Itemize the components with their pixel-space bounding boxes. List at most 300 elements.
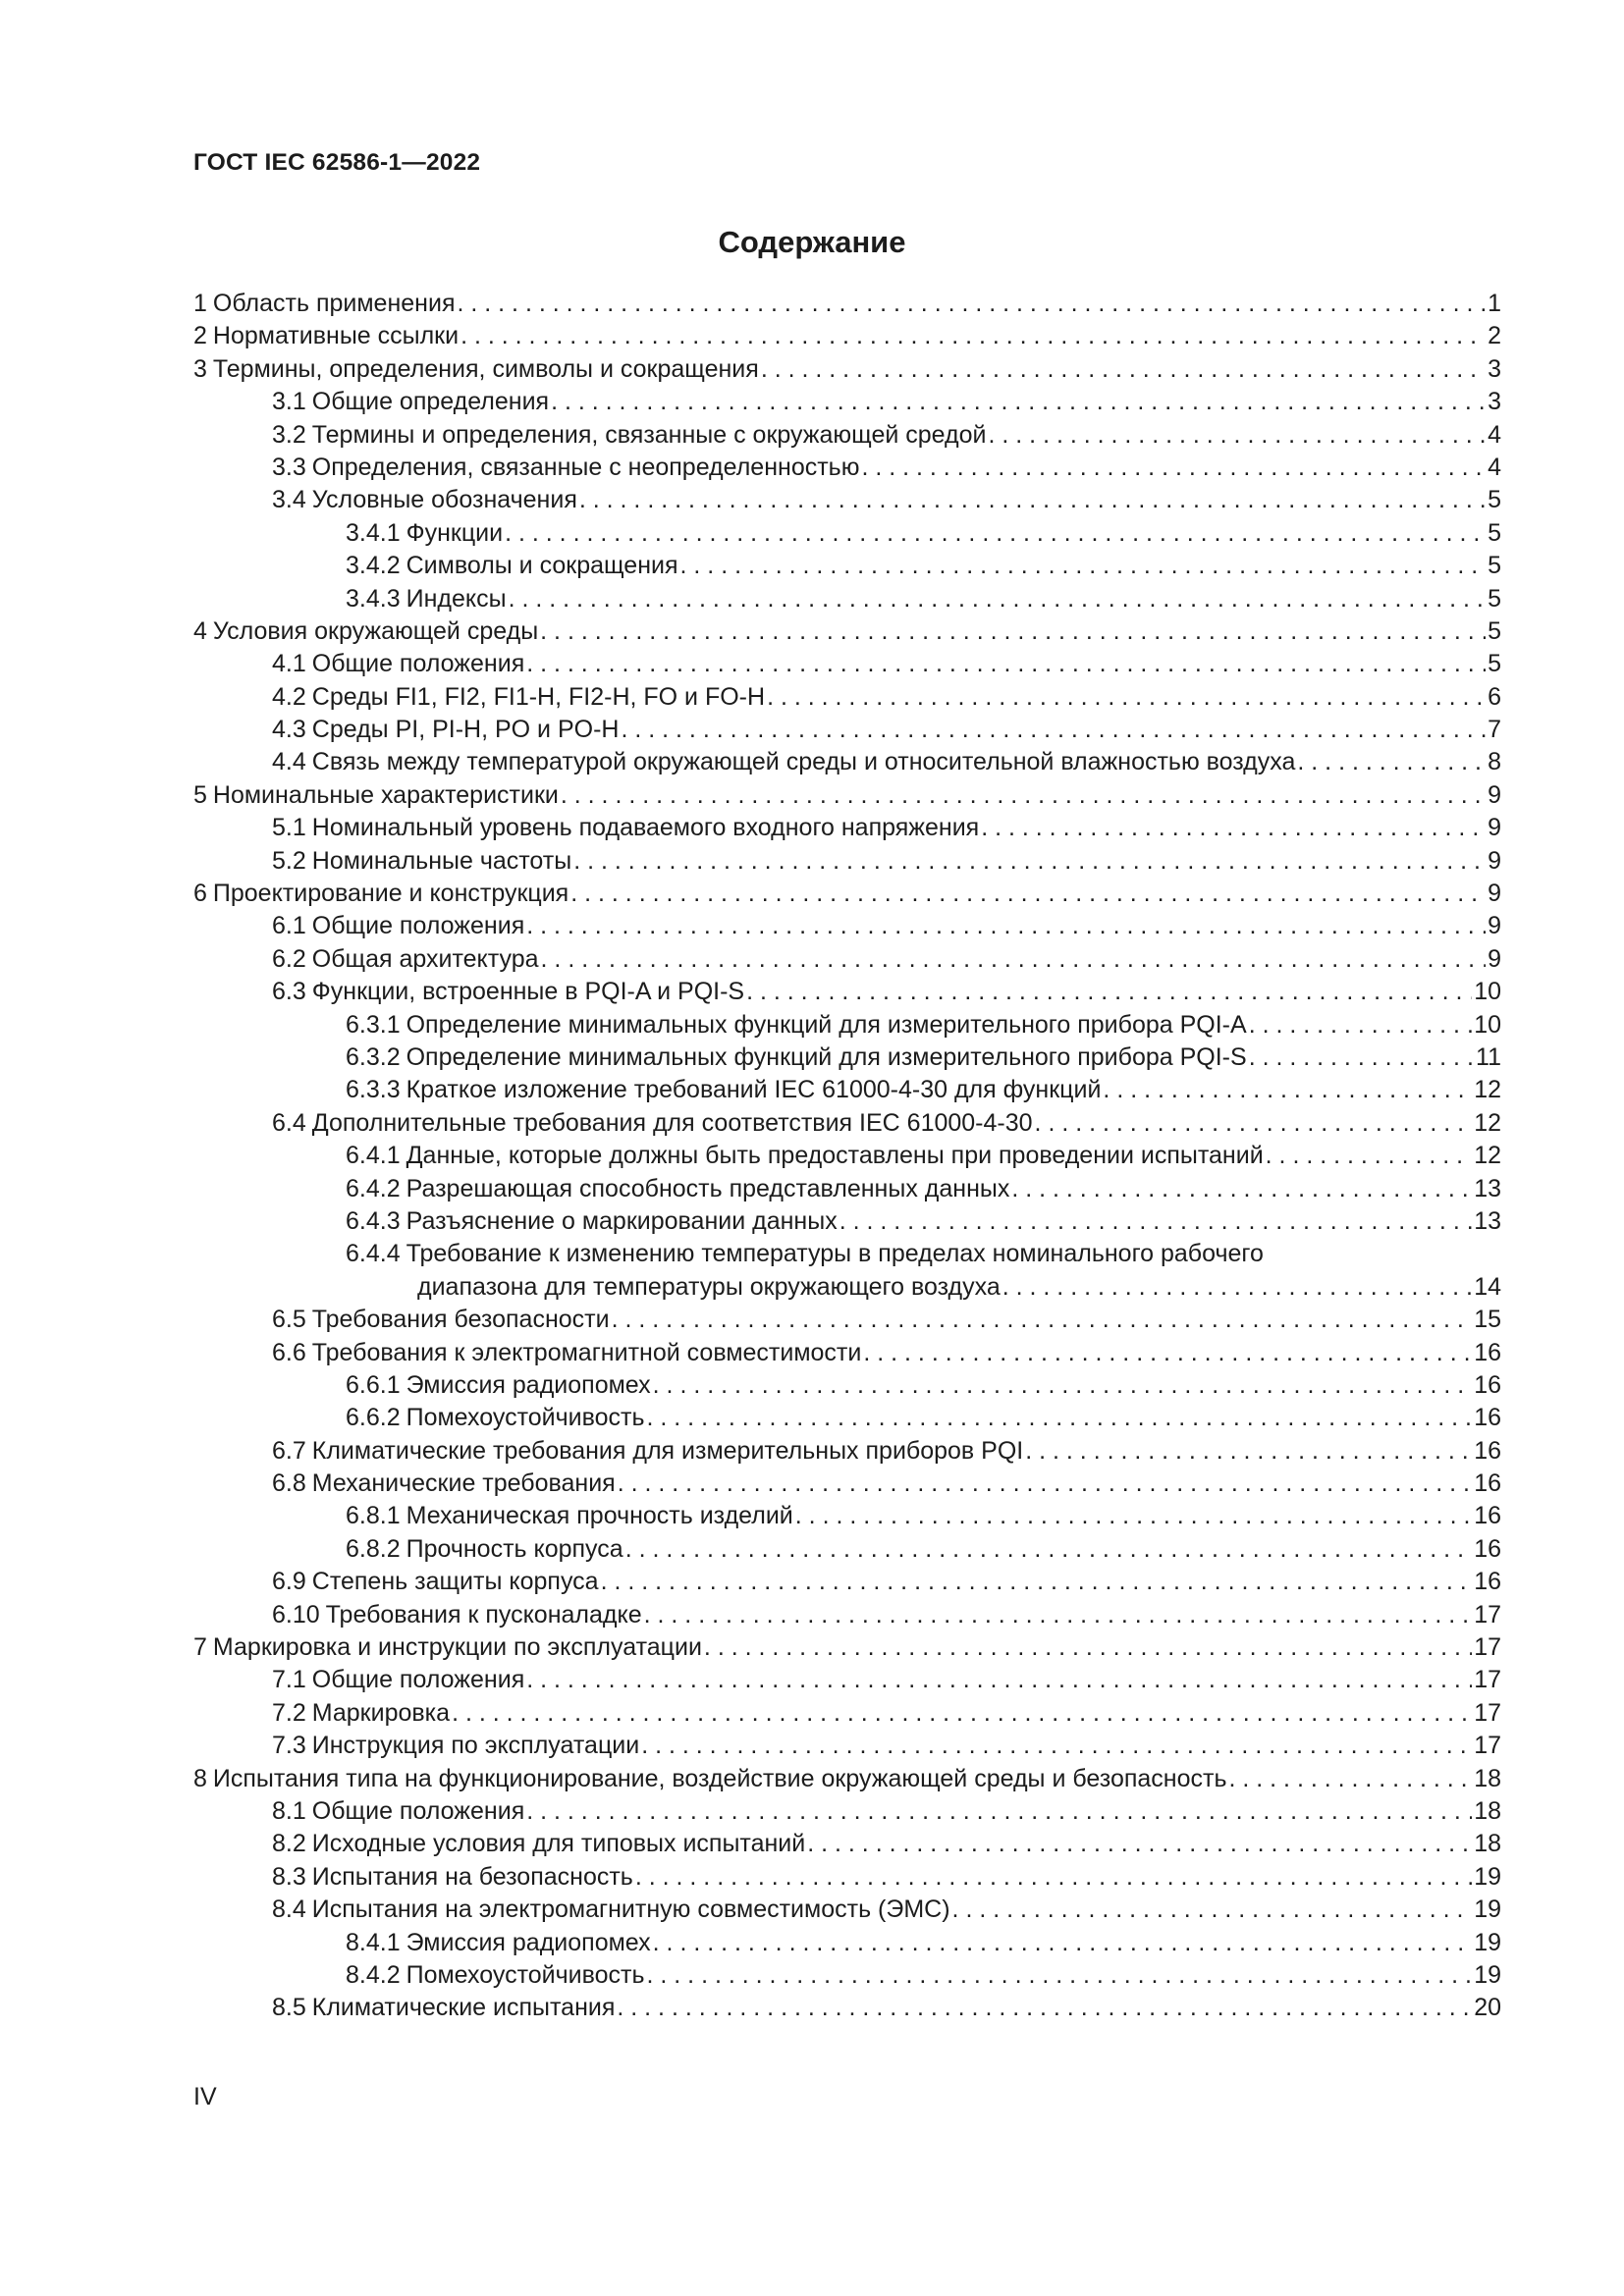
toc-entry-page: 18 [1474, 1830, 1501, 1858]
dot-leader [1249, 1009, 1473, 1041]
toc-entry-number: 8 [193, 1764, 207, 1792]
toc-entry[interactable] [193, 1763, 1501, 1795]
toc-entry[interactable] [193, 288, 1501, 320]
toc-entry-text: Степень защиты корпуса [311, 1568, 599, 1596]
toc-entry-page: 16 [1474, 1534, 1501, 1563]
toc-entry-text: Требования безопасности [311, 1306, 610, 1334]
dot-leader [761, 353, 1486, 386]
toc-entry-text: Климатические испытания [311, 1994, 616, 2022]
toc-entry-number: 6.5 [272, 1306, 306, 1334]
dot-leader [989, 419, 1487, 452]
toc-entry-label [193, 320, 459, 352]
dot-leader [612, 1304, 1473, 1336]
toc-entry-text: Определения, связанные с неопределенностью [311, 453, 860, 481]
toc-entry[interactable] [193, 615, 1501, 648]
toc-entry-text: Номинальный уровень подаваемого входного напряжения [311, 814, 980, 842]
toc-entry-label [272, 1435, 1023, 1468]
toc-entry-text: Термины, определения, символы и сокращения [212, 354, 759, 383]
toc-entry-number: 6.8 [272, 1469, 306, 1498]
toc-entry[interactable] [193, 878, 1501, 910]
toc-entry-page: 16 [1474, 1370, 1501, 1399]
toc-entry-page: 13 [1474, 1206, 1501, 1235]
dot-leader [981, 812, 1486, 844]
dot-leader [540, 615, 1486, 648]
dot-leader [647, 1402, 1473, 1434]
toc-entry-label [272, 812, 979, 844]
toc-entry-number: 8.2 [272, 1830, 306, 1858]
toc-entry-number: 8.4 [272, 1896, 306, 1924]
toc-entry-page: 9 [1488, 912, 1501, 940]
toc-entry-page: 3 [1488, 388, 1501, 416]
toc-entry-page: 19 [1474, 1862, 1501, 1891]
toc-entry-text: Исходные условия для типовых испытаний [311, 1830, 806, 1858]
toc-entry[interactable] [193, 550, 1501, 582]
toc-entry-page: 3 [1488, 354, 1501, 383]
toc-entry-label [346, 1173, 1009, 1205]
toc-entry-label [346, 1927, 651, 1959]
toc-entry-text: Индексы [406, 584, 507, 613]
toc-entry-page: 5 [1488, 616, 1501, 645]
dot-leader [625, 1533, 1473, 1566]
toc-entry-label [272, 648, 524, 680]
toc-entry-text: Прочность корпуса [406, 1534, 623, 1563]
dot-leader [653, 1369, 1473, 1402]
toc-entry[interactable] [193, 845, 1501, 878]
toc-entry-label [346, 1140, 1264, 1172]
toc-entry-number: 7.1 [272, 1666, 306, 1694]
toc-entry-number: 4.3 [272, 716, 306, 744]
toc-entry-number: 6.7 [272, 1436, 306, 1465]
toc-entry[interactable] [193, 1238, 1501, 1304]
dot-leader [807, 1828, 1472, 1860]
toc-entry-text: Общие определения [311, 388, 550, 416]
toc-entry-label [272, 1730, 639, 1762]
toc-entry-number: 6 [193, 880, 207, 908]
toc-entry-page: 9 [1488, 944, 1501, 973]
dot-leader [1266, 1140, 1473, 1172]
toc-entry-label [193, 1763, 1226, 1795]
toc-entry[interactable] [193, 976, 1501, 1008]
toc-entry-label [193, 353, 759, 386]
toc-entry-number: 6.4.1 [346, 1142, 401, 1170]
toc-entry-page: 16 [1474, 1436, 1501, 1465]
toc-entry-number: 6.3.1 [346, 1010, 401, 1039]
toc-entry-number: 4.4 [272, 748, 306, 776]
toc-entry-text: Краткое изложение требований IEC 61000-4-30 для функций [406, 1076, 1102, 1104]
toc-entry-label [272, 845, 571, 878]
toc-entry-number: 6.9 [272, 1568, 306, 1596]
toc-entry-number: 8.5 [272, 1994, 306, 2022]
toc-entry-text-continued: диапазона для температуры окружающего воздуха [417, 1272, 1001, 1301]
dot-leader [704, 1631, 1472, 1664]
toc-entry[interactable] [193, 1304, 1501, 1336]
toc-entry[interactable] [193, 353, 1501, 386]
toc-entry-label [346, 1369, 651, 1402]
toc-entry-page: 19 [1474, 1896, 1501, 1924]
toc-entry-text: Общие положения [311, 1666, 525, 1694]
toc-entry-label [272, 452, 859, 484]
toc-entry-number: 6.8.2 [346, 1534, 401, 1563]
toc-entry-text: Данные, которые должны быть предоставлены при проведении испытаний [406, 1142, 1264, 1170]
toc-entry-label [346, 1041, 1247, 1074]
toc-entry[interactable] [193, 320, 1501, 352]
toc-entry-number: 6.4 [272, 1108, 306, 1137]
dot-leader [795, 1500, 1472, 1532]
toc-entry-label [272, 714, 619, 746]
toc-entry-label [272, 1599, 642, 1631]
page-folio: IV [193, 2083, 217, 2110]
toc-entry-text: Условные обозначения [311, 486, 577, 514]
toc-entry-text: Разрешающая способность представленных данных [406, 1174, 1010, 1202]
toc-entry-number: 8.4.1 [346, 1928, 401, 1956]
toc-entry-number: 8.1 [272, 1796, 306, 1825]
toc-entry-number: 8.4.2 [346, 1960, 401, 1989]
toc-entry-label [346, 517, 503, 550]
toc-entry-number: 3.3 [272, 453, 306, 481]
toc-entry-number: 7 [193, 1633, 207, 1662]
toc-entry-text: Помехоустойчивость [406, 1960, 645, 1989]
toc-entry-text: Символы и сокращения [406, 552, 678, 580]
toc-entry-number: 5.2 [272, 846, 306, 875]
toc-entry-page: 10 [1474, 1010, 1501, 1039]
toc-entry-page: 2 [1488, 322, 1501, 350]
toc-entry[interactable] [193, 1533, 1501, 1566]
dot-leader [579, 484, 1486, 516]
toc-entry[interactable] [193, 1894, 1501, 1926]
toc-entry-page: 16 [1474, 1338, 1501, 1366]
toc-entry[interactable] [193, 1795, 1501, 1828]
table-of-contents [193, 288, 1501, 2025]
document-id: ГОСТ IEC 62586-1—2022 [193, 149, 481, 176]
dot-leader [570, 878, 1486, 910]
dot-leader [621, 714, 1486, 746]
toc-entry-label [346, 1205, 838, 1238]
toc-entry-label [193, 878, 568, 910]
toc-entry[interactable] [193, 1173, 1501, 1205]
dot-leader [551, 386, 1486, 418]
toc-entry-page: 20 [1474, 1994, 1501, 2022]
toc-entry-number: 3.4.2 [346, 552, 401, 580]
toc-entry-page: 5 [1488, 584, 1501, 613]
dot-leader [457, 288, 1486, 320]
toc-entry[interactable] [193, 1599, 1501, 1631]
dot-leader [839, 1205, 1472, 1238]
toc-entry-label [193, 1631, 702, 1664]
dot-leader [561, 779, 1486, 812]
toc-entry[interactable] [193, 812, 1501, 844]
toc-entry-label [272, 1566, 599, 1598]
toc-entry-page: 19 [1474, 1928, 1501, 1956]
toc-entry-text: Среды FI1, FI2, FI1-H, FI2-H, FO и FO-H [311, 682, 766, 711]
toc-entry[interactable] [193, 1828, 1501, 1860]
toc-entry-label [346, 1959, 645, 1992]
toc-entry-page: 19 [1474, 1960, 1501, 1989]
toc-entry-page: 4 [1488, 420, 1501, 449]
toc-entry-page: 5 [1488, 486, 1501, 514]
toc-entry-page: 16 [1474, 1568, 1501, 1596]
toc-entry-page: 17 [1474, 1666, 1501, 1694]
toc-entry[interactable] [193, 1468, 1501, 1500]
toc-entry-label [272, 681, 765, 714]
dot-leader [680, 550, 1487, 582]
toc-entry-text: Номинальные характеристики [212, 780, 559, 809]
toc-entry[interactable] [193, 1369, 1501, 1402]
toc-entry[interactable] [193, 1992, 1501, 2024]
toc-entry-number: 4.2 [272, 682, 306, 711]
toc-entry[interactable] [193, 1959, 1501, 1992]
toc-entry[interactable] [193, 484, 1501, 516]
toc-entry[interactable] [193, 386, 1501, 418]
dot-leader [1249, 1041, 1474, 1074]
toc-entry-text: Эмиссия радиопомех [406, 1928, 651, 1956]
dot-leader [460, 320, 1486, 352]
toc-entry-text: Область применения [212, 290, 456, 317]
toc-entry[interactable] [193, 1631, 1501, 1664]
toc-entry-page: 15 [1474, 1306, 1501, 1334]
toc-entry-text: Определение минимальных функций для измерительного прибора PQI-A [406, 1010, 1247, 1039]
toc-entry-number: 6.6 [272, 1338, 306, 1366]
dot-leader [1103, 1074, 1472, 1106]
toc-entry-text: Помехоустойчивость [406, 1404, 645, 1432]
toc-entry-text: Разъяснение о маркировании данных [406, 1206, 838, 1235]
toc-entry-number: 6.3.3 [346, 1076, 401, 1104]
toc-entry[interactable] [193, 452, 1501, 484]
toc-entry-number: 6.6.1 [346, 1370, 401, 1399]
toc-entry[interactable] [193, 779, 1501, 812]
toc-entry-number: 1 [193, 290, 207, 317]
toc-entry-page: 17 [1474, 1698, 1501, 1727]
toc-entry-page: 7 [1488, 716, 1501, 744]
toc-entry[interactable] [193, 1140, 1501, 1172]
toc-entry-label [272, 1304, 610, 1336]
toc-entry-text: Маркировка [311, 1698, 451, 1727]
toc-entry-text: Эмиссия радиопомех [406, 1370, 651, 1399]
dot-leader [1002, 1271, 1472, 1304]
toc-entry[interactable] [193, 1337, 1501, 1369]
toc-entry-text: Механические требования [311, 1469, 616, 1498]
dot-leader [452, 1697, 1472, 1730]
toc-entry-number: 6.3 [272, 978, 306, 1006]
toc-entry[interactable] [193, 910, 1501, 942]
dot-leader [509, 583, 1487, 615]
toc-entry-text: Условия окружающей среды [212, 616, 539, 645]
toc-entry-label [346, 1402, 645, 1434]
toc-entry-number: 4 [193, 616, 207, 645]
toc-entry-page: 9 [1488, 880, 1501, 908]
toc-entry-label [193, 615, 538, 648]
dot-leader [526, 910, 1486, 942]
toc-entry-number: 4.1 [272, 650, 306, 678]
toc-entry-label [272, 1337, 861, 1369]
toc-entry[interactable] [193, 1566, 1501, 1598]
toc-entry-number: 5 [193, 780, 207, 809]
dot-leader [573, 845, 1486, 878]
toc-entry-page: 13 [1474, 1174, 1501, 1202]
toc-entry-text: Термины и определения, связанные с окружающей средой [311, 420, 987, 449]
toc-entry-page: 10 [1474, 978, 1501, 1006]
toc-entry-label [272, 386, 549, 418]
toc-entry-page: 16 [1474, 1502, 1501, 1530]
dot-leader [653, 1927, 1473, 1959]
dot-leader [526, 1664, 1472, 1696]
toc-entry-text: Общие положения [311, 650, 525, 678]
dot-leader [1011, 1173, 1472, 1205]
toc-entry-number: 3.4 [272, 486, 306, 514]
toc-entry-text: Общие положения [311, 912, 525, 940]
toc-entry-number: 3 [193, 354, 207, 383]
toc-entry-page: 11 [1476, 1042, 1501, 1071]
toc-entry-text: Испытания на электромагнитную совместимость (ЭМС) [311, 1896, 950, 1924]
toc-entry-text: Определение минимальных функций для измерительного прибора PQI-S [406, 1042, 1247, 1071]
toc-entry[interactable] [193, 419, 1501, 452]
toc-entry-label [272, 484, 577, 516]
toc-entry-text: Механическая прочность изделий [406, 1502, 793, 1530]
toc-entry-text: Функции, встроенные в PQI-A и PQI-S [311, 978, 745, 1006]
toc-entry[interactable] [193, 1041, 1501, 1074]
dot-leader [526, 1795, 1472, 1828]
toc-entry-label [272, 419, 987, 452]
toc-entry-text: Испытания на безопасность [311, 1862, 633, 1891]
dot-leader [505, 517, 1486, 550]
toc-entry-number: 6.4.3 [346, 1206, 401, 1235]
toc-entry[interactable] [193, 1500, 1501, 1532]
toc-entry-page: 12 [1474, 1142, 1501, 1170]
dot-leader [1228, 1763, 1472, 1795]
toc-entry-label [346, 583, 507, 615]
toc-entry-label [272, 1697, 450, 1730]
toc-entry-page: 9 [1488, 846, 1501, 875]
toc-entry-page: 9 [1488, 814, 1501, 842]
dot-leader [641, 1730, 1472, 1762]
toc-entry-page: 5 [1488, 518, 1501, 547]
toc-entry-page: 12 [1474, 1076, 1501, 1104]
toc-entry-text: Номинальные частоты [311, 846, 572, 875]
toc-entry-label [272, 1894, 950, 1926]
dot-leader [952, 1894, 1473, 1926]
dot-leader [861, 452, 1486, 484]
toc-entry-number: 6.2 [272, 944, 306, 973]
toc-entry[interactable] [193, 583, 1501, 615]
toc-entry-page: 12 [1474, 1108, 1501, 1137]
toc-entry[interactable] [193, 1861, 1501, 1894]
toc-entry-number: 6.6.2 [346, 1404, 401, 1432]
toc-entry-text: Маркировка и инструкции по эксплуатации [212, 1633, 702, 1662]
toc-entry-number: 6.1 [272, 912, 306, 940]
toc-entry-page: 16 [1474, 1404, 1501, 1432]
toc-entry[interactable] [193, 681, 1501, 714]
toc-entry-text: Требования к электромагнитной совместимости [311, 1338, 862, 1366]
toc-entry-page: 5 [1488, 552, 1501, 580]
toc-entry-page: 8 [1488, 748, 1501, 776]
dot-leader [541, 943, 1487, 976]
toc-entry[interactable] [193, 1107, 1501, 1140]
toc-entry-label [272, 910, 524, 942]
toc-entry-text: Среды PI, PI-H, PO и PO-H [311, 716, 620, 744]
toc-entry-text: Требования к пусконаладке [325, 1600, 642, 1629]
toc-entry[interactable] [193, 1435, 1501, 1468]
dot-leader [618, 1468, 1472, 1500]
toc-entry-number: 3.1 [272, 388, 306, 416]
toc-entry-text: Общие положения [311, 1796, 525, 1825]
toc-entry-label [272, 1828, 805, 1860]
toc-entry[interactable] [193, 1402, 1501, 1434]
toc-entry-number: 6.4.4 [346, 1240, 401, 1268]
toc-entry-label [272, 1468, 616, 1500]
toc-entry-label [272, 1795, 524, 1828]
toc-entry-number: 2 [193, 322, 207, 350]
toc-entry[interactable] [193, 1730, 1501, 1762]
toc-entry-page: 14 [1474, 1272, 1501, 1301]
toc-entry[interactable] [193, 517, 1501, 550]
dot-leader [767, 681, 1486, 714]
toc-entry-number: 6.4.2 [346, 1174, 401, 1202]
toc-entry-label [346, 1074, 1101, 1106]
dot-leader [617, 1992, 1472, 2024]
toc-entry[interactable] [193, 1697, 1501, 1730]
toc-entry-page: 4 [1488, 453, 1501, 481]
dot-leader [635, 1861, 1472, 1894]
toc-entry[interactable] [193, 1927, 1501, 1959]
toc-entry-label [193, 288, 455, 320]
toc-entry[interactable] [193, 943, 1501, 976]
toc-entry-page: 17 [1474, 1600, 1501, 1629]
dot-leader [863, 1337, 1472, 1369]
toc-entry-label [193, 779, 559, 812]
dot-leader [644, 1599, 1473, 1631]
toc-entry-text: Требование к изменению температуры в пределах номинального рабочего [406, 1240, 1264, 1268]
toc-entry-label [272, 1664, 524, 1696]
toc-entry-label [272, 943, 539, 976]
toc-entry-text: Испытания типа на функционирование, воздействие окружающей среды и безопасность [212, 1764, 1227, 1792]
toc-entry[interactable] [193, 1664, 1501, 1696]
toc-entry[interactable] [193, 1074, 1501, 1106]
dot-leader [526, 648, 1486, 680]
toc-entry-text: Проектирование и конструкция [212, 880, 569, 908]
toc-entry-page: 1 [1488, 290, 1501, 317]
toc-entry-label [272, 976, 744, 1008]
toc-entry[interactable] [193, 648, 1501, 680]
toc-entry-number: 6.3.2 [346, 1042, 401, 1071]
toc-entry-number: 6.8.1 [346, 1502, 401, 1530]
toc-entry-text: Дополнительные требования для соответствия IEC 61000-4-30 [311, 1108, 1033, 1137]
dot-leader [601, 1566, 1473, 1598]
toc-entry[interactable] [193, 714, 1501, 746]
dot-leader [746, 976, 1472, 1008]
toc-entry-page: 18 [1474, 1796, 1501, 1825]
toc-entry-label [346, 1240, 1264, 1267]
toc-entry[interactable] [193, 746, 1501, 778]
toc-title: Содержание [718, 225, 906, 259]
toc-entry[interactable] [193, 1009, 1501, 1041]
toc-entry-label [272, 746, 1295, 778]
dot-leader [1297, 746, 1486, 778]
toc-entry-number: 3.4.3 [346, 584, 401, 613]
toc-entry-text: Инструкция по эксплуатации [311, 1732, 640, 1760]
toc-entry[interactable] [193, 1205, 1501, 1238]
toc-entry-page: 17 [1474, 1633, 1501, 1662]
dot-leader [1035, 1107, 1473, 1140]
toc-entry-label [346, 1533, 623, 1566]
toc-entry-number: 3.4.1 [346, 518, 401, 547]
toc-entry-page: 16 [1474, 1469, 1501, 1498]
toc-entry-number: 5.1 [272, 814, 306, 842]
toc-entry-page: 5 [1488, 650, 1501, 678]
toc-entry-text: Нормативные ссылки [212, 322, 460, 350]
dot-leader [647, 1959, 1473, 1992]
toc-entry-number: 3.2 [272, 420, 306, 449]
toc-entry-text: Связь между температурой окружающей среды и относительной влажностью воздуха [311, 748, 1296, 776]
toc-entry-label [272, 1861, 633, 1894]
